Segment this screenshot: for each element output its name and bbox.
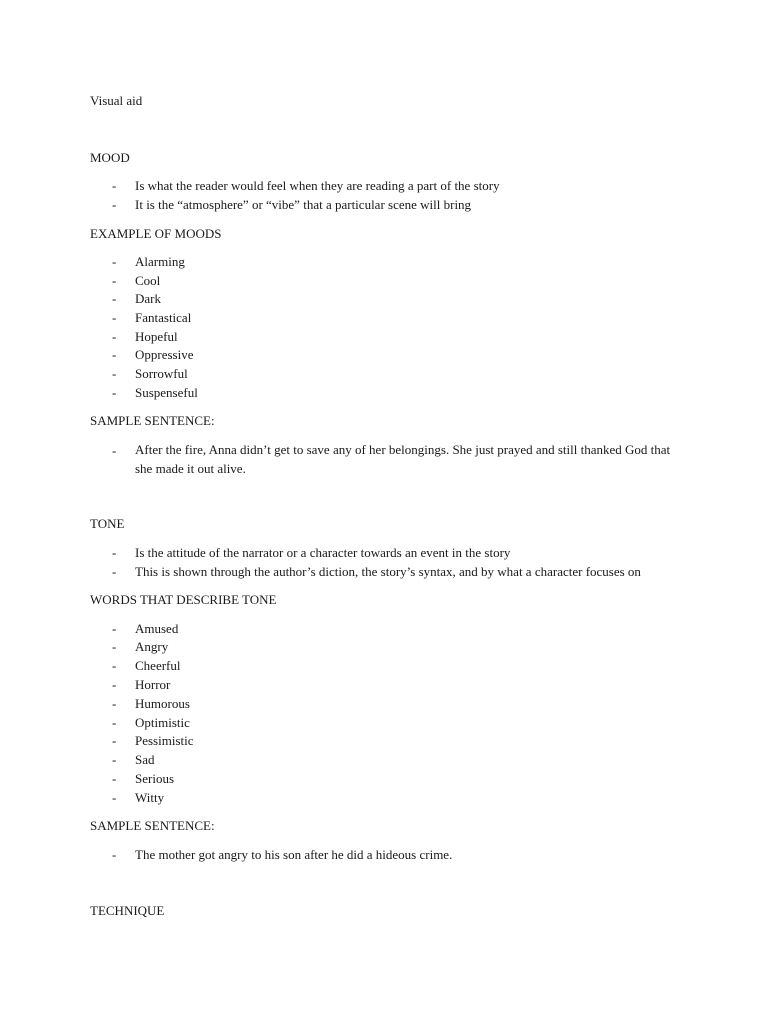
list-item: Fantastical bbox=[135, 310, 192, 325]
list-item: Alarming bbox=[135, 254, 185, 269]
bullet: - bbox=[112, 545, 117, 560]
list-item: Cool bbox=[135, 273, 161, 288]
document-title: Visual aid bbox=[90, 93, 143, 108]
bullet: - bbox=[112, 366, 117, 381]
list-item: Oppressive bbox=[135, 347, 194, 362]
bullet: - bbox=[112, 715, 117, 730]
list-item: Amused bbox=[135, 621, 179, 636]
bullet: - bbox=[112, 639, 117, 654]
mood-sample-heading: SAMPLE SENTENCE: bbox=[90, 413, 215, 428]
list-item: Pessimistic bbox=[135, 733, 194, 748]
bullet: - bbox=[112, 254, 117, 269]
bullet: - bbox=[112, 733, 117, 748]
bullet: - bbox=[112, 273, 117, 288]
list-item: Suspenseful bbox=[135, 385, 198, 400]
bullet: - bbox=[112, 621, 117, 636]
bullet: - bbox=[112, 197, 117, 212]
mood-sample-sentence: After the fire, Anna didn’t get to save any of her belongings. She just prayed and still thanked God that she made it out alive. bbox=[135, 442, 671, 476]
list-item: Sad bbox=[135, 752, 155, 767]
bullet: - bbox=[112, 291, 117, 306]
tone-heading: TONE bbox=[90, 516, 125, 531]
bullet: - bbox=[112, 658, 117, 673]
bullet: - bbox=[112, 564, 117, 579]
bullet: - bbox=[112, 790, 117, 805]
bullet: - bbox=[112, 310, 117, 325]
bullet: - bbox=[112, 752, 117, 767]
mood-examples-heading: EXAMPLE OF MOODS bbox=[90, 226, 222, 241]
bullet: - bbox=[112, 443, 117, 458]
list-item: Horror bbox=[135, 677, 171, 692]
list-item: Humorous bbox=[135, 696, 190, 711]
list-item: Serious bbox=[135, 771, 174, 786]
mood-heading: MOOD bbox=[90, 150, 130, 165]
list-item: Is the attitude of the narrator or a character towards an event in the story bbox=[135, 545, 511, 560]
list-item: Optimistic bbox=[135, 715, 190, 730]
bullet: - bbox=[112, 385, 117, 400]
bullet: - bbox=[112, 677, 117, 692]
list-item: Cheerful bbox=[135, 658, 181, 673]
list-item: Angry bbox=[135, 639, 169, 654]
list-item: Is what the reader would feel when they are reading a part of the story bbox=[135, 178, 500, 193]
bullet: - bbox=[112, 771, 117, 786]
list-item: Sorrowful bbox=[135, 366, 188, 381]
tone-sample-sentence: The mother got angry to his son after he did a hideous crime. bbox=[135, 847, 453, 862]
bullet: - bbox=[112, 696, 117, 711]
bullet: - bbox=[112, 847, 117, 862]
tone-sample-heading: SAMPLE SENTENCE: bbox=[90, 818, 215, 833]
list-item: Witty bbox=[135, 790, 165, 805]
list-item: It is the “atmosphere” or “vibe” that a particular scene will bring bbox=[135, 197, 472, 212]
technique-heading: TECHNIQUE bbox=[90, 903, 165, 918]
bullet: - bbox=[112, 178, 117, 193]
bullet: - bbox=[112, 347, 117, 362]
list-item: This is shown through the author’s diction, the story’s syntax, and by what a character focuses on bbox=[135, 564, 641, 579]
tone-words-heading: WORDS THAT DESCRIBE TONE bbox=[90, 592, 277, 607]
list-item: Dark bbox=[135, 291, 161, 306]
list-item: Hopeful bbox=[135, 329, 178, 344]
bullet: - bbox=[112, 329, 117, 344]
